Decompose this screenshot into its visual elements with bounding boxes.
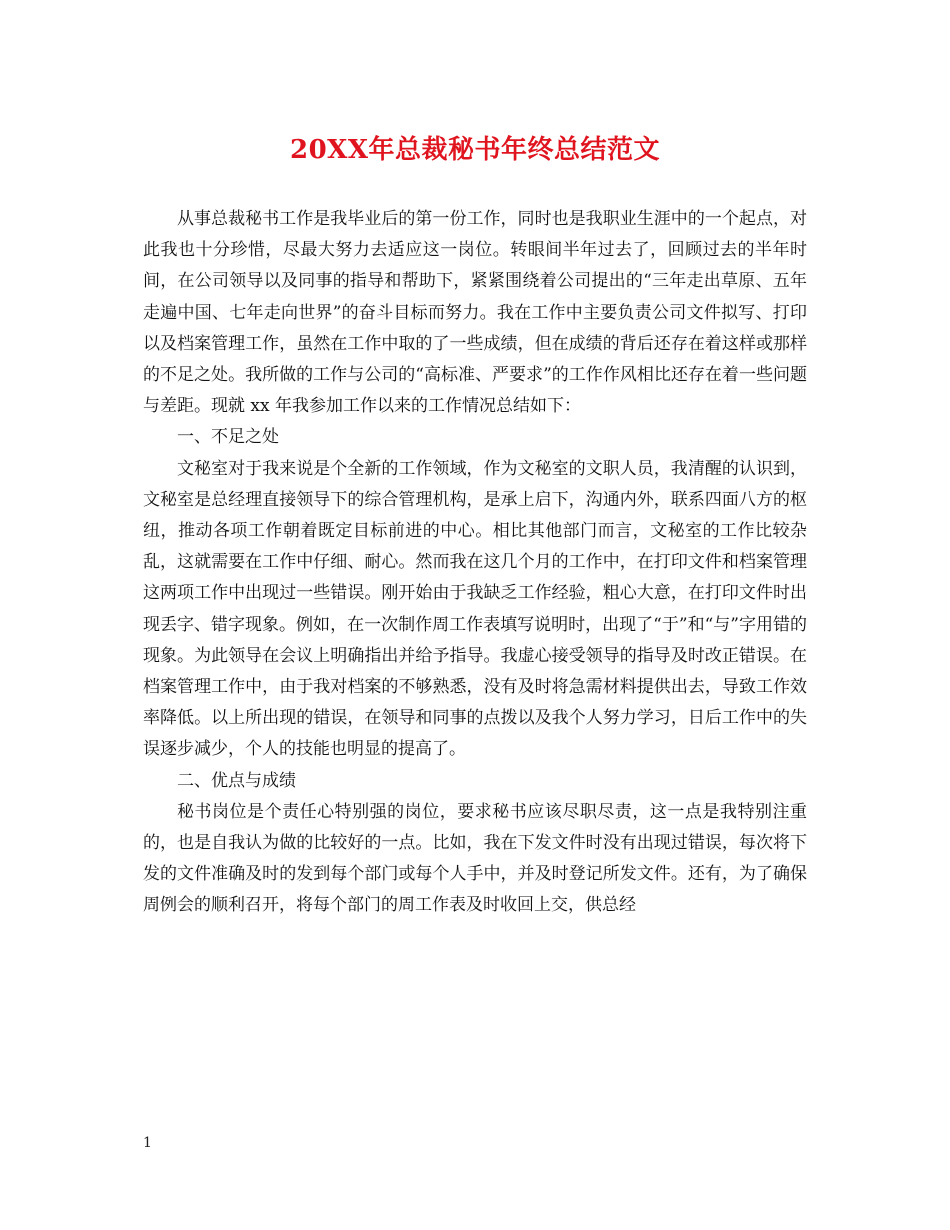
paragraph-strengths: 秘书岗位是个责任心特别强的岗位，要求秘书应该尽职尽责，这一点是我特别注重的，也是自我认为做的比较好的一点。比如，我在下发文件时没有出现过错误，每次将下发的文件准确及时的发到每个部门或每个人手中，并及时登记所发文件。还有，为了确保周例会的顺利召开，将每个部门的周工作表及时收回上交，供总经 [143, 801, 807, 916]
section-heading-strengths: 二、优点与成绩 [177, 770, 296, 791]
paragraph-shortcomings: 文秘室对于我来说是个全新的工作领域，作为文秘室的文职人员，我清醒的认识到，文秘室是总经理直接领导下的综合管理机构，是承上启下，沟通内外，联系四面八方的枢纽，推动各项工作朝着既定目标前进的中心。相比其他部门而言，文秘室的工作比较杂乱，这就需要在工作中仔细、耐心。然而我在这几个月的工作中，在打印文件和档案管理这两项工作中出现过一些错误。刚开始由于我缺乏工作经验，粗心大意，在打印文件时出现丢字、错字现象。例如，在一次制作周工作表填写说明时，出现了“于”和“与”字用错的现象。为此领导在会议上明确指出并给予指导。我虚心接受领导的指导及时改正错误。在档案管理工作中，由于我对档案的不够熟悉，没有及时将急需材料提供出去，导致工作效率降低。以上所出现的错误，在领导和同事的点拨以及我个人努力学习，日后工作中的失误逐步减少，个人的技能也明显的提高了。 [143, 458, 807, 760]
page-number: 1 [143, 1135, 152, 1151]
document-body [143, 204, 807, 922]
section-heading-shortcomings: 一、不足之处 [177, 427, 279, 448]
paragraph-intro: 从事总裁秘书工作是我毕业后的第一份工作，同时也是我职业生涯中的一个起点，对此我也十分珍惜，尽最大努力去适应这一岗位。转眼间半年过去了，回顾过去的半年时间，在公司领导以及同事的指导和帮助下，紧紧围绕着公司提出的“三年走出草原、五年走遍中国、七年走向世界”的奋斗目标而努力。我在工作中主要负责公司文件拟写、打印以及档案管理工作，虽然在工作中取的了一些成绩，但在成绩的背后还存在着这样或那样的不足之处。我所做的工作与公司的“高标准、严要求”的工作作风相比还存在着一些问题与差距。现就 xx 年我参加工作以来的工作情况总结如下： [143, 209, 807, 417]
document-title: 20XX年总裁秘书年终总结范文 [289, 135, 661, 165]
